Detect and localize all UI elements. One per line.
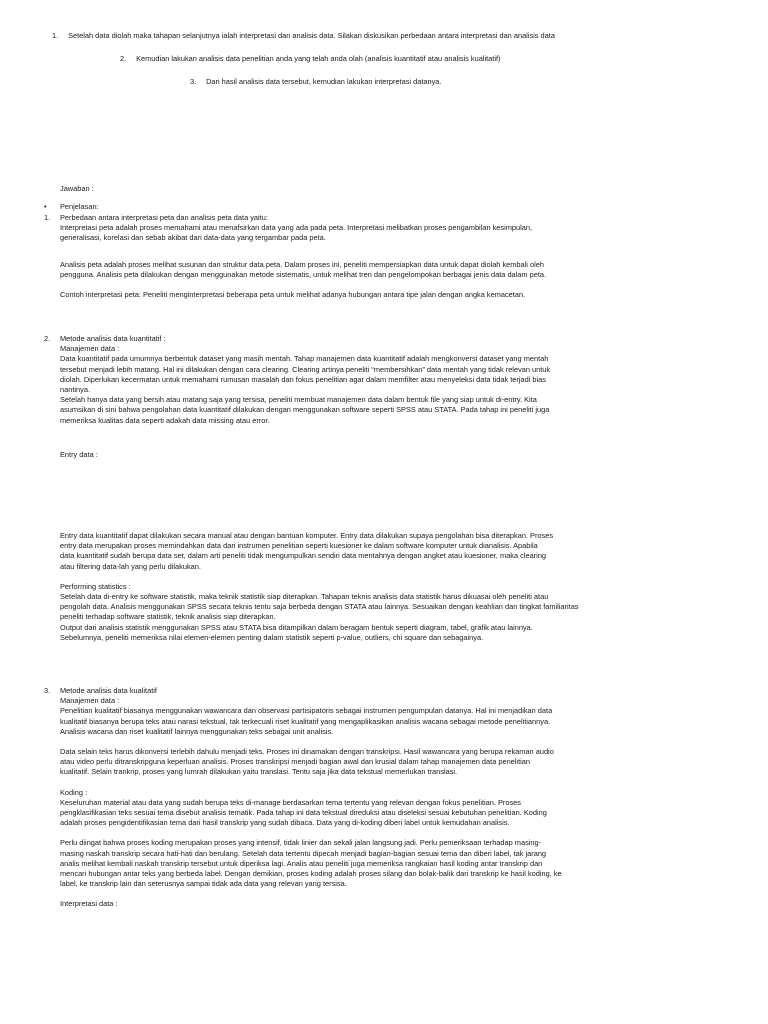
bullet-icon: • (44, 202, 47, 211)
paragraph-line: Data kuantitatif pada umumnya berbentuk dataset yang masih mentah. Tahap manajemen data kuantitatif adalah mengkonversi dataset yang mentah (60, 354, 549, 364)
paragraph-line: asumsikan di sini bahwa pengolahan data kuantitatif dilakukan dengan menggunakan software seperti SPSS atau STATA. Pada tahap ini peneliti juga (60, 405, 550, 415)
paragraph-line: Contoh interpretasi peta: Peneliti menginterpretasi beberapa peta untuk melihat adanya hubungan antara tipe jalan dengan angka kemacetan. (60, 290, 526, 300)
question-text: Setelah data diolah maka tahapan selanjutnya ialah interpretasi dan analisis data. Silakan diskusikan perbedaan antara interpretasi dan analisis data (68, 31, 555, 40)
subheading-entry-data: Entry data : (60, 450, 98, 459)
paragraph-line: entry data merupakan proses memindahkan data dari instrumen penelitian seperti kuesioner ke dalam software komputer untuk dianalisis. Apabila (60, 541, 538, 551)
section-2-number: 2. (44, 334, 51, 343)
section-3 (60, 686, 616, 910)
section-2-entry (60, 531, 616, 643)
paragraph-line: Setelah data di-entry ke software statistik, maka teknik statistik siap diterapkan. Tahapan teknis analisis data statistik harus dikuasai oleh peneliti atau (60, 592, 549, 602)
question-1 (52, 31, 555, 41)
subheading-performing-statistics: Performing statistics : (60, 581, 131, 591)
question-2 (120, 54, 501, 64)
paragraph-line: nantinya. (60, 385, 90, 395)
paragraph-line: data kuantitatif sudah berupa data set, dalam arti peneliti tidak mengumpulkan sendiri data mentahnya dengan angket atau kuesioner, maka clearing (60, 551, 547, 561)
question-3 (190, 77, 441, 87)
paragraph-line: analis melihat kembali naskah transkrip tersebut untuk diperiksa lagi. Analis atau peneliti juga memeriksa rangkaian hasil koding antar transkrip dan (60, 858, 543, 868)
section-1 (60, 213, 616, 300)
paragraph-line: Analisis peta adalah proses melihat susunan dan struktur data peta. Dalam proses ini, peneliti mempersiapkan data untuk dapat diolah kembali oleh (60, 259, 544, 269)
paragraph-line: memeriksa kualitas data seperti adakah data missing atau error. (60, 415, 270, 425)
paragraph-line: diolah. Diperlukan kecermatan untuk memahami rumusan masalah dan fokus penelitian agar dalam memfilter atau menyeleksi data tidak terjadi bias (60, 374, 546, 384)
paragraph-line: Keseluruhan material atau data yang sudah berupa teks di-manage berdasarkan tema tertentu yang relevan dengan fokus penelitian. Proses (60, 797, 521, 807)
subheading-koding: Koding : (60, 787, 88, 797)
subheading-manajemen-data: Manajemen data : (60, 696, 120, 706)
paragraph-line: peneliti terhadap software statistik, teknik analisis siap diterapkan. (60, 612, 276, 622)
answer-label: Jawaban : (60, 184, 94, 193)
paragraph-line: kualitatif biasanya berupa teks atau narasi tekstual, tak terkecuali riset kualitatif yang mengaplikasikan analisis wacana sebagai metode penelitiannya. (60, 716, 551, 726)
section-3-number: 3. (44, 686, 51, 695)
paragraph-line: Interpretasi peta adalah proses memahami atau menafsirkan data yang ada pada peta. Interpretasi melibatkan proses pengambilan kesimpulan, (60, 223, 533, 233)
paragraph-line: kualitatif. Selain trankrip, proses yang lumrah dilakukan yaitu translasi. Tentu saja jika data tekstual memerlukan translasi. (60, 767, 458, 777)
paragraph-line: Penelitian kualitatif biasanya menggunakan wawancara dan observasi partisipatoris sebagai instrumen pengumpulan datanya. Hal ini menjadikan data (60, 706, 553, 716)
paragraph-line: Output dari analisis statistik menggunakan SPSS atau STATA bisa ditampilkan dalam beragam bentuk seperti diagram, tabel, grafik atau lainnya. (60, 622, 533, 632)
paragraph-line: pengguna. Analisis peta dilakukan dengan menggunakan metode sistematis, untuk melihat tren dan pengelompokan berbagai jenis data dalam peta. (60, 269, 547, 279)
question-text: Dari hasil analisis data tersebut, kemudian lakukan interpretasi datanya. (206, 77, 442, 86)
paragraph-line: Setelah hanya data yang bersih atau matang saja yang tersisa, peneliti membuat manajemen data dalam bentuk file yang siap untuk di-entry. Kita (60, 395, 537, 405)
section-2 (60, 334, 616, 426)
section-2-heading: Metode analisis data kuantitatif : (60, 334, 166, 343)
paragraph-line: Sebelumnya, peneliti memeriksa nilai elemen-elemen penting dalam statistik seperti p-value, outliers, chi square dan sebagainya. (60, 632, 484, 642)
question-number: 1. (52, 31, 59, 40)
explanation-label: Penjelasan: (60, 202, 99, 211)
paragraph-line: adalah proses pengidentifikasian tema dari hasil transkrip yang sudah dibaca. Data yang di-koding diberi label untuk kemudahan analisis. (60, 818, 510, 828)
section-1-number: 1. (44, 213, 51, 222)
paragraph-line: Data selain teks harus dikonversi terlebih dahulu menjadi teks. Proses ini dinamakan dengan transkripsi. Hasil wawancara yang berupa rekaman audio (60, 747, 554, 757)
paragraph-line: Entry data kuantitatif dapat dilakukan secara manual atau dengan bantuan komputer. Entry data dilakukan supaya pengolahan bisa diterapkan. Proses (60, 531, 554, 540)
paragraph-line: Analisis wacana dan riset kualitatif lainnya menggunakan teks sebagai unit analisis. (60, 726, 334, 736)
section-1-heading: Perbedaan antara interpretasi peta dan analisis peta data yaitu: (60, 213, 268, 222)
paragraph-line: atau filtering data-lah yang perlu dilakukan. (60, 561, 201, 571)
question-number: 2. (120, 54, 127, 63)
section-3-heading: Metode analisis data kualitatif (60, 686, 157, 695)
paragraph-line: pengklasifikasian teks sesuai tema disebut analisis tematik. Pada tahap ini data tekstual direduksi atau diseleksi sesuai kebutuhan penelitian. Koding (60, 808, 547, 818)
paragraph-line: mencari hubungan antar teks yang berbeda label. Dengan demikian, proses koding adalah proses silang dan bolak-balik dari transkrip ke hasil koding, ke (60, 869, 562, 879)
paragraph-line: Perlu diingat bahwa proses koding merupakan proses yang intensif, tidak linier dan sekali jalan langsung jadi. Perlu pemeriksaan terhadap masing- (60, 838, 542, 848)
paragraph-line: pengolah data. Analisis menggunakan SPSS secara teknis tentu saja berbeda dengan STATA atau lainnya. Sesuaikan dengan keahlian dan tingkat familiaritas (60, 602, 579, 612)
paragraph-line: masing naskah transkrip secara hati-hati dan berulang. Setelah data tertentu dipecah menjadi bagian-bagian sesuai tema dan diberi label, tak jarang (60, 848, 547, 858)
subheading-manajemen-data: Manajemen data : (60, 344, 120, 354)
question-number: 3. (190, 77, 197, 86)
paragraph-line: atau video perlu ditranskripguna keperluan analisis. Proses transkripsi menjadi bagian awal dan krusial dalam tahap manajemen data penelitian (60, 757, 530, 767)
paragraph-line: tersebut menjadi lebih matang. Hal ini dilakukan dengan cara clearing. Clearing artinya peneliti “membersihkan” data mentah yang tidak relevan untuk (60, 364, 551, 374)
paragraph-line: label, ke transkrip lain dan seterusnya sampai tidak ada data yang relevan yang tersisa. (60, 879, 347, 889)
question-text: Kemudian lakukan analisis data penelitian anda yang telah anda olah (analisis kuantitatif atau analisis kualitatif) (136, 54, 501, 63)
paragraph-line: generalisasi, korelasi dan sebab akibat dari data-data yang tergambar pada peta. (60, 233, 326, 243)
subheading-interpretasi-data: Interpretasi data : (60, 899, 118, 909)
